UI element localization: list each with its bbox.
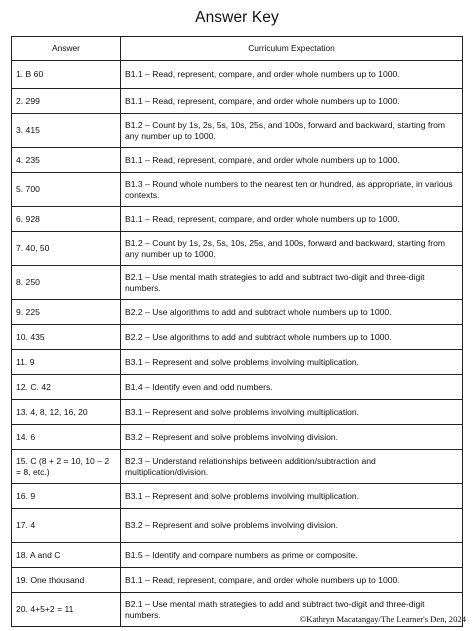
expectation-cell: B2.2 – Use algorithms to add and subtract whole numbers up to 1000.: [121, 300, 463, 325]
table-row: [12, 173, 463, 207]
table-row: [12, 89, 463, 114]
expectation-cell: B1.1 – Read, represent, compare, and order whole numbers up to 1000.: [121, 568, 463, 593]
table-row: [12, 450, 463, 484]
header-row: [12, 37, 463, 61]
table-row: [12, 509, 463, 543]
expectation-cell: B2.1 – Use mental math strategies to add and subtract two-digit and three-digit numbers.: [121, 266, 463, 300]
expectation-cell: B1.5 – Identify and compare numbers as prime or composite.: [121, 543, 463, 568]
table-row: [12, 207, 463, 232]
expectation-cell: B3.2 – Represent and solve problems involving division.: [121, 425, 463, 450]
answer-cell: 10. 435: [12, 325, 121, 350]
table-row: [12, 266, 463, 300]
table-row: [12, 232, 463, 266]
answer-cell: 12. C. 42: [12, 375, 121, 400]
answer-cell: 9. 225: [12, 300, 121, 325]
expectation-cell: B3.2 – Represent and solve problems involving division.: [121, 509, 463, 543]
answer-cell: 8. 250: [12, 266, 121, 300]
copyright-footer: ©Kathryn Macatangay/The Learner's Den, 2024: [299, 614, 466, 624]
table-row: [12, 148, 463, 173]
answer-cell: 6. 928: [12, 207, 121, 232]
expectation-cell: B2.3 – Understand relationships between addition/subtraction and multiplication/division.: [121, 450, 463, 484]
expectation-cell: B1.3 – Round whole numbers to the nearest ten or hundred, as appropriate, in various contexts.: [121, 173, 463, 207]
expectation-cell: B1.1 – Read, represent, compare, and order whole numbers up to 1000.: [121, 148, 463, 173]
table-row: [12, 484, 463, 509]
expectation-cell: B2.1 – Use mental math strategies to add and subtract two-digit and three-digit numbers.: [121, 593, 463, 627]
table-body: [12, 61, 463, 627]
expectation-cell: B1.1 – Read, represent, compare, and order whole numbers up to 1000.: [121, 207, 463, 232]
answer-cell: 19. One thousand: [12, 568, 121, 593]
table-header: [12, 37, 463, 61]
answer-cell: 7. 40, 50: [12, 232, 121, 266]
answer-key-table: [11, 36, 463, 627]
expectation-cell: B3.1 – Represent and solve problems involving multiplication.: [121, 484, 463, 509]
table-row: [12, 425, 463, 450]
table-row: [12, 300, 463, 325]
answer-cell: 16. 9: [12, 484, 121, 509]
answer-cell: 15. C (8 + 2 = 10, 10 – 2 = 8, etc.): [12, 450, 121, 484]
expectation-cell: B1.2 – Count by 1s, 2s, 5s, 10s, 25s, and 100s, forward and backward, starting from any number up to 1000.: [121, 114, 463, 148]
answer-cell: 2. 299: [12, 89, 121, 114]
table-row: [12, 568, 463, 593]
answer-cell: 3. 415: [12, 114, 121, 148]
table-row: [12, 325, 463, 350]
table-row: [12, 543, 463, 568]
answer-cell: 4. 235: [12, 148, 121, 173]
table-row: [12, 375, 463, 400]
expectation-cell: B1.4 – Identify even and odd numbers.: [121, 375, 463, 400]
expectation-cell: B3.1 – Represent and solve problems involving multiplication.: [121, 350, 463, 375]
answer-cell: 17. 4: [12, 509, 121, 543]
answer-cell: 5. 700: [12, 173, 121, 207]
expectation-column-header: Curriculum Expectation: [121, 37, 463, 61]
expectation-cell: B2.2 – Use algorithms to add and subtract whole numbers up to 1000.: [121, 325, 463, 350]
answer-cell: 18. A and C: [12, 543, 121, 568]
table-row: [12, 114, 463, 148]
answer-cell: 11. 9: [12, 350, 121, 375]
expectation-cell: B3.1 – Represent and solve problems involving multiplication.: [121, 400, 463, 425]
table-row: [12, 61, 463, 89]
answer-cell: 13. 4, 8, 12, 16, 20: [12, 400, 121, 425]
table-row: [12, 400, 463, 425]
answer-column-header: Answer: [12, 37, 121, 61]
answer-cell: 14. 6: [12, 425, 121, 450]
table-row: [12, 350, 463, 375]
expectation-cell: B1.2 – Count by 1s, 2s, 5s, 10s, 25s, and 100s, forward and backward, starting from any number up to 1000.: [121, 232, 463, 266]
expectation-cell: B1.1 – Read, represent, compare, and order whole numbers up to 1000.: [121, 89, 463, 114]
page-title: Answer Key: [195, 9, 279, 26]
answer-cell: 20. 4+5+2 = 11: [12, 593, 121, 627]
expectation-cell: B1.1 – Read, represent, compare, and order whole numbers up to 1000.: [121, 61, 463, 89]
answer-cell: 1. B 60: [12, 61, 121, 89]
